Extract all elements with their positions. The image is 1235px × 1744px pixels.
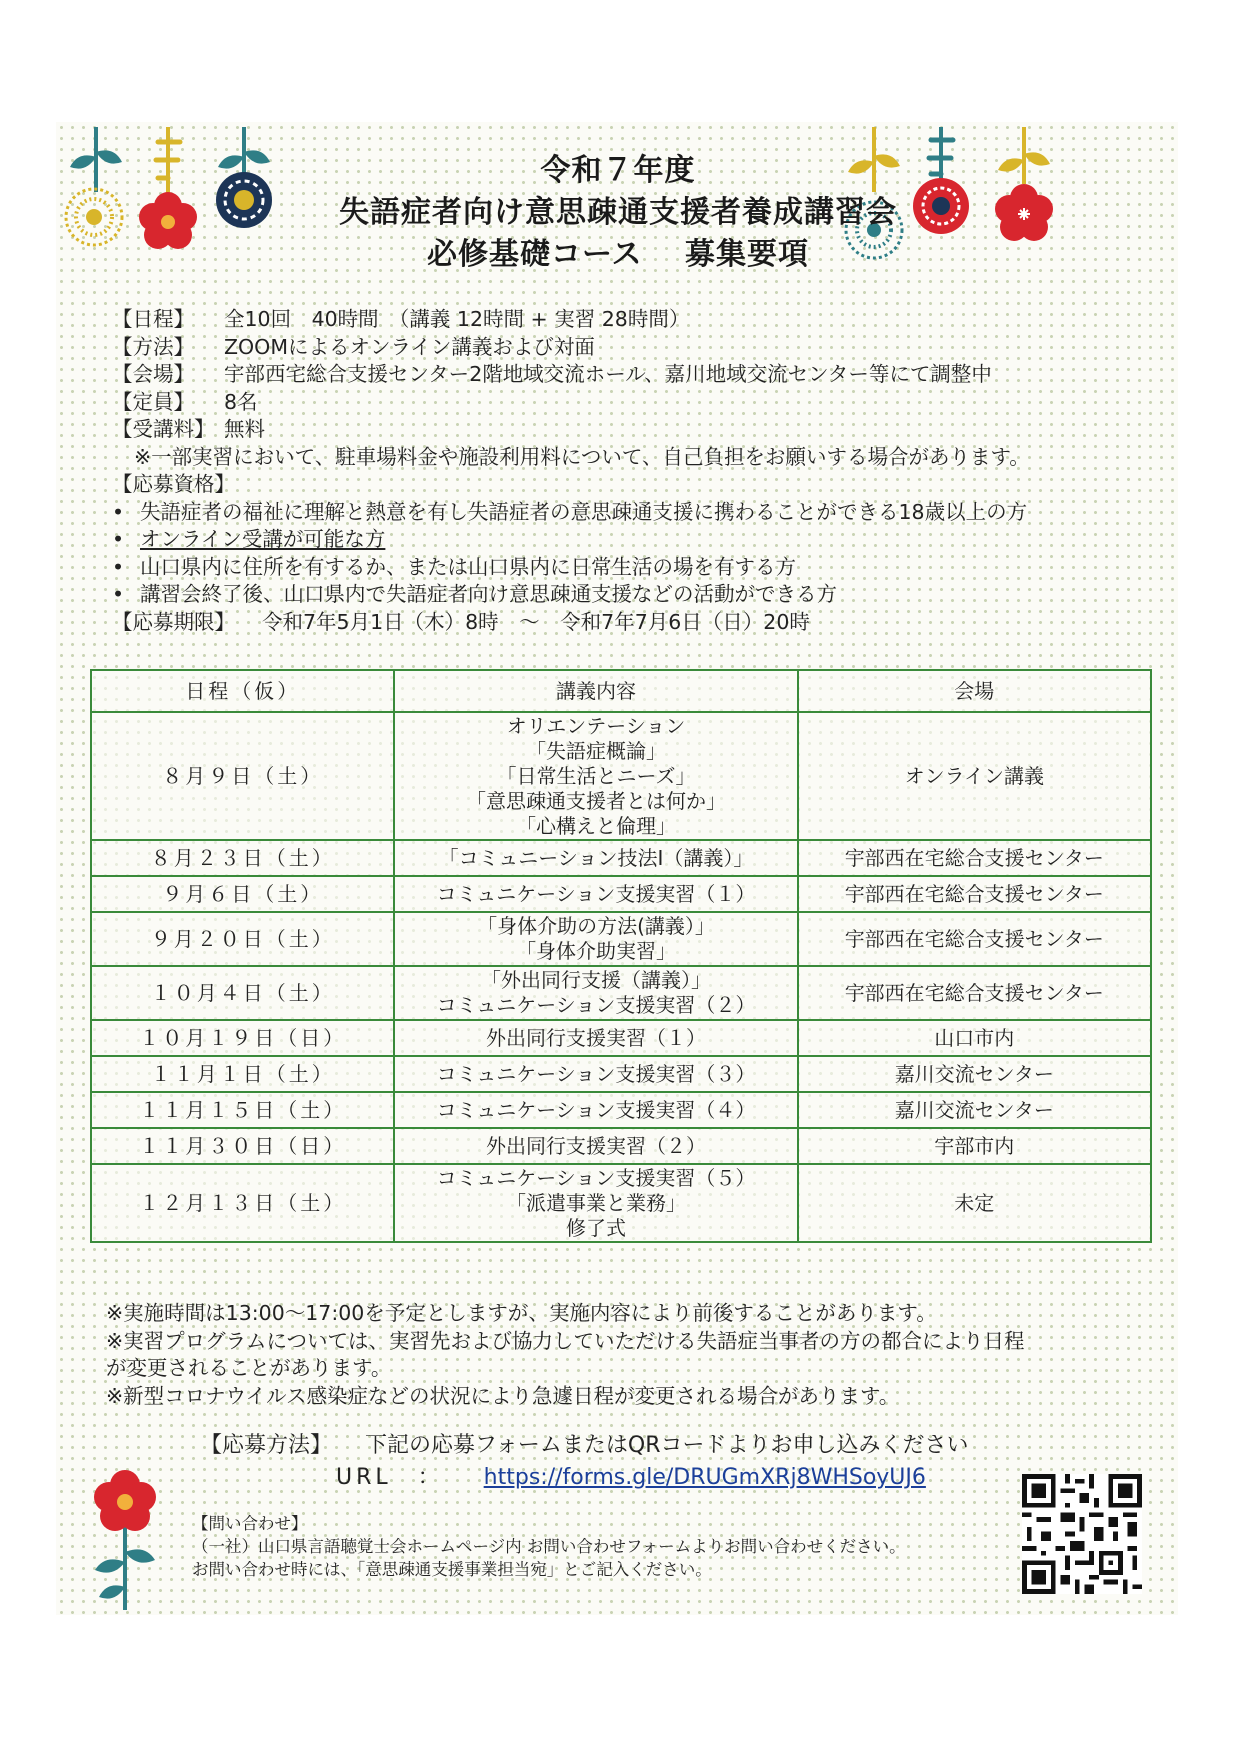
table-row	[91, 912, 1151, 966]
navy-flower-icon	[216, 127, 272, 228]
bullet-icon: •	[112, 582, 125, 606]
row-venue: 嘉川交流センター	[798, 1092, 1151, 1128]
capacity-label: 【定員】	[112, 389, 194, 414]
teal-sprig-icon	[70, 127, 122, 192]
apply-section	[200, 1430, 1100, 1494]
url-label: URL ：	[336, 1465, 444, 1490]
schedule-value: 全10回 40時間 （講義 12時間 + 実習 28時間）	[224, 307, 690, 331]
fee-note: ※一部実習において、駐車場料金や施設利用料について、自己負担をお願いする場合があります。	[134, 444, 1030, 469]
row-date: ８月２３日（土）	[91, 840, 394, 876]
schedule-label: 【日程】	[112, 307, 194, 331]
table-row	[91, 712, 1151, 840]
row-date: １１月１５日（土）	[91, 1092, 394, 1128]
title-main: 失語症者向け意思疎通支援者養成講習会	[339, 195, 897, 230]
red-flower-icon	[139, 127, 197, 249]
row-date: ８月９日（土）	[91, 712, 394, 840]
title-course: 必修基礎コース 募集要項	[427, 237, 809, 272]
apply-label: 【応募方法】	[200, 1433, 333, 1458]
table-row	[91, 1092, 1151, 1128]
table-row	[91, 966, 1151, 1020]
contact-label: 【問い合わせ】	[192, 1514, 308, 1533]
row-date: １２月１３日（土）	[91, 1164, 394, 1242]
qualification-label: 【応募資格】	[112, 472, 235, 496]
note-line: ※新型コロナウイルス感染症などの状況により急遽日程が変更される場合があります。	[106, 1383, 900, 1408]
method-value: ZOOMによるオンライン講義および対面	[224, 334, 595, 359]
fee-value: 無料	[224, 417, 265, 441]
schedule-row	[112, 306, 1152, 334]
row-content: コミュニケーション支援実習（５） 「派遣事業と業務」 修了式	[394, 1164, 797, 1242]
row-date: １１月１日（土）	[91, 1056, 394, 1092]
row-venue: 未定	[798, 1164, 1151, 1242]
bullet-icon: •	[112, 499, 125, 524]
row-venue: 宇部西在宅総合支援センター	[798, 840, 1151, 876]
header-date: 日程（仮）	[91, 670, 394, 712]
row-venue: 宇部市内	[798, 1128, 1151, 1164]
row-content: 外出同行支援実習（２）	[394, 1128, 797, 1164]
row-venue: 山口市内	[798, 1020, 1151, 1056]
deadline-value: 令和7年5月1日（木）8時 ～ 令和7年7月6日（日）20時	[262, 609, 810, 634]
note-line: ※実習プログラムについては、実習先および協力していただける失語症当事者の方の都合により日程	[106, 1328, 1025, 1353]
row-venue: 宇部西在宅総合支援センター	[798, 966, 1151, 1020]
fee-label: 【受講料】	[112, 417, 215, 441]
row-content: 外出同行支援実習（１）	[394, 1020, 797, 1056]
capacity-row	[112, 389, 1152, 417]
note-line: が変更されることがあります。	[106, 1356, 392, 1380]
qualification-item: • オンライン受講が可能な方	[112, 526, 1152, 554]
row-date: １０月４日（土）	[91, 966, 394, 1020]
header-venue: 会場	[798, 670, 1151, 712]
application-form-link[interactable]: https://forms.gle/DRUGmXRj8WHSoyUJ6	[483, 1465, 926, 1490]
note-line: ※実施時間は13:00～17:00を予定としますが、実施内容により前後することがあります。	[106, 1301, 937, 1325]
row-venue: 嘉川交流センター	[798, 1056, 1151, 1092]
notes-section	[106, 1300, 1156, 1410]
fee-row	[112, 416, 1152, 444]
qr-code-icon[interactable]	[1022, 1474, 1142, 1594]
url-row	[200, 1462, 1100, 1494]
contact-line: （一社）山口県言語聴覚士会ホームページ内 お問い合わせフォームよりお問い合わせください。	[192, 1537, 906, 1556]
venue-value: 宇部西宅総合支援センター2階地域交流ホール、嘉川地域交流センター等にて調整中	[224, 362, 992, 386]
table-row	[91, 876, 1151, 912]
yellow-burst-flower-icon	[66, 189, 122, 245]
table-row	[91, 1056, 1151, 1092]
row-content: 「身体介助の方法(講義）」 「身体介助実習」	[394, 912, 797, 966]
row-date: １１月３０日（日）	[91, 1128, 394, 1164]
table-row	[91, 1164, 1151, 1242]
contact-line: お問い合わせ時には、「意思疎通支援事業担当宛」とご記入ください。	[192, 1560, 712, 1579]
row-venue: 宇部西在宅総合支援センター	[798, 876, 1151, 912]
bullet-icon: •	[112, 527, 125, 551]
row-date: １０月１９日（日）	[91, 1020, 394, 1056]
method-row	[112, 334, 1152, 362]
method-label: 【方法】	[112, 334, 194, 359]
row-content: 「コミュニーション技法Ⅰ（講義）」	[394, 840, 797, 876]
qualification-item: • 講習会終了後、山口県内で失語症者向け意思疎通支援などの活動ができる方	[112, 581, 1152, 609]
bullet-icon: •	[112, 554, 125, 579]
row-content: オリエンテーション 「失語症概論」 「日常生活とニーズ」 「意思疎通支援者とは何か」 「心構えと倫理」	[394, 712, 797, 840]
row-content: コミュニケーション支援実習（１）	[394, 876, 797, 912]
row-venue: オンライン講義	[798, 712, 1151, 840]
info-section	[112, 306, 1152, 636]
table-row	[91, 1020, 1151, 1056]
deadline-label: 【応募期限】	[112, 609, 235, 634]
apply-row	[200, 1430, 1100, 1462]
red-flower-right-icon	[995, 127, 1053, 241]
title-year: 令和７年度	[540, 153, 696, 188]
venue-row	[112, 361, 1152, 389]
row-content: 「外出同行支援（講義）」 コミュニケーション支援実習（２）	[394, 966, 797, 1020]
row-venue: 宇部西在宅総合支援センター	[798, 912, 1151, 966]
contact-section	[192, 1512, 1012, 1581]
qualification-item: • 山口県内に住所を有するか、または山口県内に日常生活の場を有する方	[112, 554, 1152, 582]
row-date: ９月２０日（土）	[91, 912, 394, 966]
red-flower-icon	[94, 1470, 156, 1610]
deadline-row	[112, 609, 1152, 637]
table-header-row	[91, 670, 1151, 712]
row-date: ９月６日（土）	[91, 876, 394, 912]
row-content: コミュニケーション支援実習（３）	[394, 1056, 797, 1092]
table-row	[91, 840, 1151, 876]
apply-text: 下記の応募フォームまたはQRコードよりお申し込みください	[365, 1433, 969, 1458]
qualification-item: • 失語症者の福祉に理解と熱意を有し失語症者の意思疎通支援に携わることができる18歳以上の方	[112, 499, 1152, 527]
header-content: 講義内容	[394, 670, 797, 712]
schedule-table	[90, 669, 1152, 1243]
row-content: コミュニケーション支援実習（４）	[394, 1092, 797, 1128]
bottom-flower-decoration	[80, 1462, 170, 1612]
title-block	[280, 150, 956, 276]
venue-label: 【会場】	[112, 362, 194, 386]
table-row	[91, 1128, 1151, 1164]
capacity-value: 8名	[224, 389, 258, 414]
